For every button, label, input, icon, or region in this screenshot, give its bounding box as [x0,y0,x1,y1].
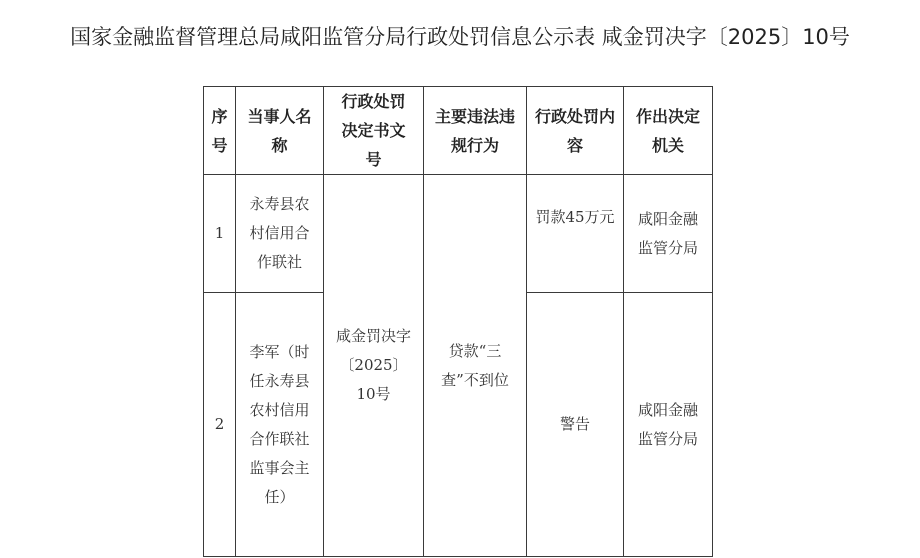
header-seq-label: 序号 [211,106,228,155]
header-doc-no-label: 行政处罚决定书文号 [341,92,406,169]
row-1-penalty-value: 罚款45万元 [535,208,615,226]
header-violation-label: 主要违法违规行为 [435,106,516,155]
row-1-seq-value: 1 [214,224,225,242]
page-title: 国家金融监督管理总局咸阳监管分局行政处罚信息公示表 咸金罚决字〔2025〕10号 [70,25,850,49]
shared-doc-no-cell [324,175,424,557]
row-2-penalty-value: 警告 [559,415,590,433]
shared-violation-value: 贷款“三查”不到位 [441,341,509,389]
row-2-party-value: 李军（时任永寿县农村信用合作联社监事会主任） [249,342,310,506]
header-penalty [527,87,624,175]
row-1-party [236,175,324,293]
header-doc-no [324,87,424,175]
header-party-label: 当事人名称 [247,106,312,155]
header-violation [424,87,527,175]
row-2-authority-value: 咸阳金融监管分局 [637,400,698,448]
row-1-authority [624,175,713,293]
table-row [204,175,713,293]
shared-doc-no-value: 咸金罚决字〔2025〕10号 [335,327,411,403]
row-2-seq [204,293,236,557]
row-1-party-value: 永寿县农村信用合作联社 [249,195,310,271]
row-1-seq [204,175,236,293]
row-2-party [236,293,324,557]
header-penalty-label: 行政处罚内容 [535,106,616,155]
header-party [236,87,324,175]
header-authority [624,87,713,175]
row-1-penalty [527,175,624,293]
table-header-row [204,87,713,175]
header-authority-label: 作出决定机关 [636,106,701,155]
row-2-penalty [527,293,624,557]
row-2-seq-value: 2 [214,415,225,433]
shared-violation-cell [424,175,527,557]
penalty-info-table [203,86,713,557]
row-2-authority [624,293,713,557]
header-seq [204,87,236,175]
row-1-authority-value: 咸阳金融监管分局 [637,209,698,257]
